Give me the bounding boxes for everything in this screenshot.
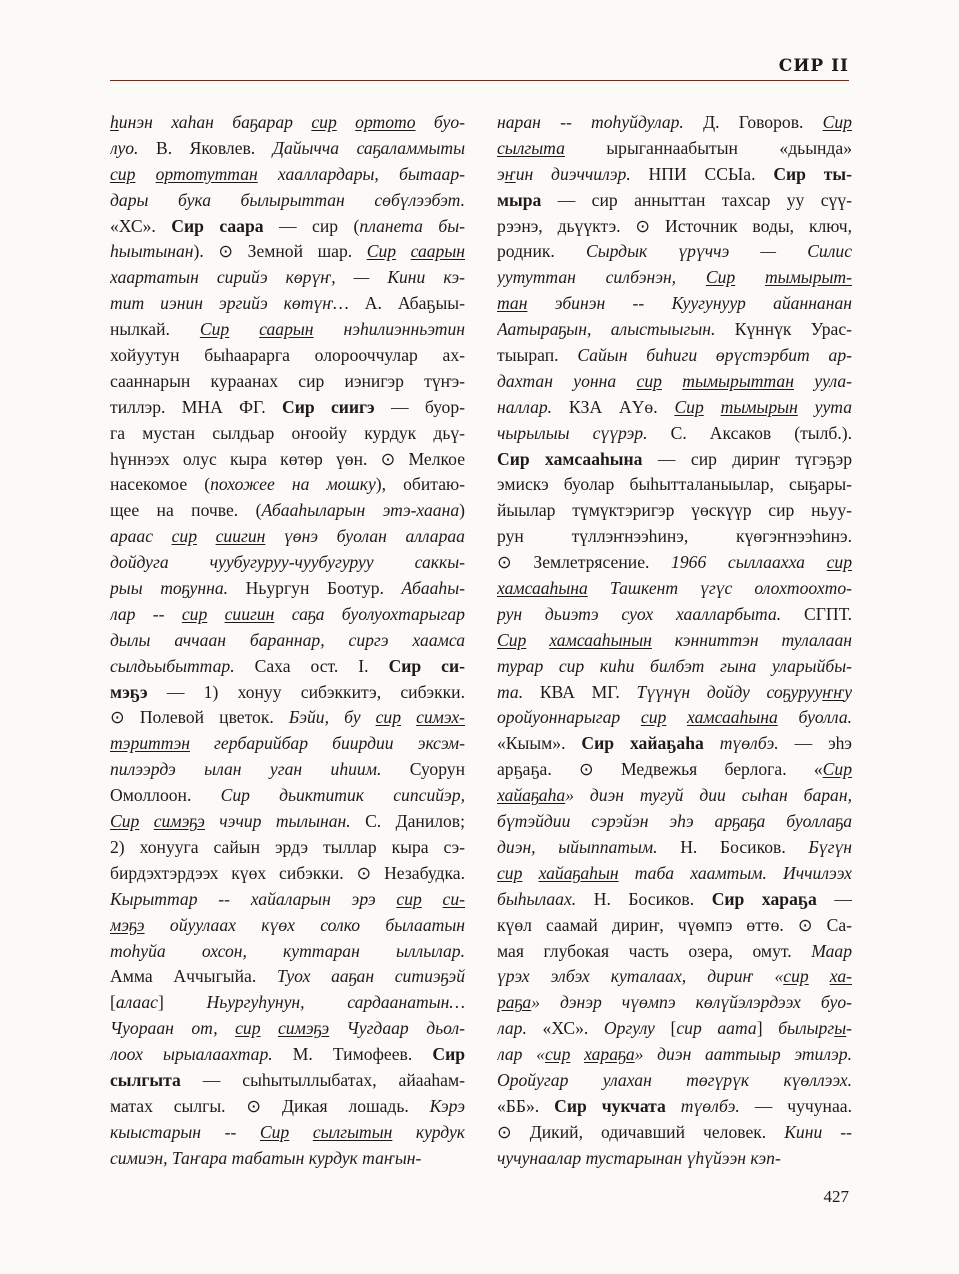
page-number: 427: [823, 1187, 849, 1206]
text-line: тыырап. Сайын биһиги өрүстэрбит ар-: [497, 345, 852, 366]
text-line: сылгыта — сыһытыллыбатах, айааһам-: [110, 1069, 465, 1090]
text-line: хаартатын сирийэ көрүҥ, — Кини кэ-: [110, 267, 465, 288]
text-line: һинэн хаһан баҕарар сир ортото буо-: [110, 112, 465, 132]
text-line: күөл саамай дириҥ, чүөмпэ өттө. ⊙ Са-: [497, 914, 852, 935]
text-line: тоһуйа охсон, куттаран ыллылар.: [110, 940, 465, 961]
text-line: тан эбинэн -- Куугунуур айаннанан: [497, 293, 852, 314]
text-line: мая глубокая часть озера, омут. Маар: [497, 940, 852, 961]
text-line: дахтан уонна сир тымырыттан уула-: [497, 370, 852, 391]
text-line: сир ортотуттан хааллардары, бытаар-: [110, 163, 465, 184]
text-line: хайаҕаһа» диэн тугуй дии сыһан баран,: [497, 785, 852, 806]
text-line: симиэн, Таҥара табатын курдук таҥын-: [110, 1147, 422, 1168]
text-line: ⊙ Землетрясение. 1966 сыллаахха сир: [497, 552, 852, 573]
text-line: сир хайаҕаһын таба хаамтым. Иччилээх: [497, 862, 852, 883]
text-line: мыра — сир анныттан тахсар уу сүү-: [497, 189, 852, 210]
left-column: [110, 110, 465, 1172]
text-line: рыы тоҕунна. Ньургун Боотур. Абааһы-: [110, 578, 465, 599]
text-line: диэн, ыйыппатым. Н. Босиков. Бүгүн: [497, 836, 852, 857]
text-line: оройуоннарыгар сир хамсааһына буолла.: [497, 707, 852, 728]
text-line: Аатыраҕын, алыстыыгын. Күннүк Урас-: [497, 319, 852, 340]
text-line: сылдьыбыттар. Саха ост. I. Сир си-: [110, 655, 465, 676]
text-line: тиллэр. МНА ФГ. Сир сиигэ — буор-: [110, 396, 465, 417]
text-line: Сир симэҕэ чэчир тылынан. С. Данилов;: [110, 811, 465, 832]
text-line: рун дьиэтэ суох хаалларбыта. СГПТ.: [497, 603, 852, 624]
text-line: Чуораан от, сир симэҕэ Чугдаар дьол-: [110, 1018, 465, 1039]
text-line: сылгыта ырыганнаабытын «дьында»: [497, 137, 852, 158]
text-line: «ББ». Сир чукчата түөлбэ. — чучунаа.: [497, 1095, 852, 1116]
text-line: та. КВА МГ. Түүнүн дойду соҕурууҥҥу: [497, 681, 852, 702]
text-line: чырылыы сүүрэр. С. Аксаков (тылб.).: [497, 422, 852, 443]
text-line: рээнэ, дьүүктэ. ⊙ Источник воды, ключ,: [497, 215, 852, 236]
text-line: чучунаалар тустарынан үһүйээн кэп-: [497, 1147, 781, 1168]
text-line: хойуутун быһаарарга олорооччулар ах-: [110, 345, 465, 366]
text-line: мэҕэ — 1) хонуу сибэккитэ, сибэкки.: [110, 681, 465, 702]
text-line: мэҕэ ойуулаах күөх солко былаатын: [110, 914, 465, 935]
text-line: матах сылгы. ⊙ Дикая лошадь. Кэрэ: [110, 1095, 465, 1116]
header-rule: [110, 80, 849, 81]
text-line: раҕа» дэнэр чүөмпэ көлүйэлэрдээх буо-: [497, 992, 852, 1013]
text-line: дылы аччаан бараннар, сиргэ хаамса: [110, 629, 465, 650]
text-line: наран -- тоһуйдулар. Д. Говоров. Сир: [497, 112, 852, 132]
text-line: эҥин диэччилэр. НПИ ССЫа. Сир ты-: [497, 163, 852, 184]
text-line: га мустан сылдьар оҥоойу курдук дьү-: [110, 422, 465, 443]
text-line: [алаас] Ньургуһунун, сардаанатын…: [110, 992, 465, 1013]
text-line: наллар. КЗА АҮө. Сир тымырын уута: [497, 396, 852, 417]
text-line: тэриттэн гербарийбар биирдии эксэм-: [110, 733, 465, 754]
text-line: Амма Аччыгыйа. Туох ааҕан ситиэҕэй: [110, 966, 465, 987]
text-line: луо. В. Яковлев. Дайычча саҕаламмыты: [110, 137, 465, 158]
text-line: дары бука былырыттан сөбүлээбэт.: [110, 189, 465, 210]
text-line: Кырыттар -- хайаларын эрэ сир си-: [110, 888, 465, 909]
text-line: родник. Сырдык үрүччэ — Силис: [497, 241, 852, 262]
text-line: һыытынан). ⊙ Земной шар. Сир саарын: [110, 241, 465, 262]
text-line: лар «сир хараҕа» диэн ааттыыр этилэр.: [497, 1044, 852, 1065]
text-line: лар -- сир сиигин саҕа буолуохтарыгар: [110, 603, 465, 624]
text-line: лар. «ХС». Оргулу [сир аата] былыргы-: [497, 1018, 852, 1039]
text-line: бүтэйдии сэрэйэн эһэ арҕаҕа буоллаҕа: [497, 811, 852, 832]
text-line: дойдуга чуубугуруу-чуубугуруу саккы-: [110, 552, 465, 573]
text-line: быһылаах. Н. Босиков. Сир хараҕа —: [497, 888, 852, 909]
text-line: «Кыым». Сир хайаҕаһа түөлбэ. — эһэ: [497, 733, 852, 754]
text-line: пилээрдэ ылан уган иһиим. Суорун: [110, 759, 465, 780]
text-line: кыыстарын -- Сир сылгытын курдук: [110, 1121, 465, 1142]
text-line: турар сир киһи билбэт гына уларыйбы-: [497, 655, 852, 676]
text-line: тит иэнин эргийэ көтүҥ… А. Абаҕыы-: [110, 293, 465, 314]
running-head: СИР II: [778, 56, 849, 76]
text-line: Омоллоон. Сир дьиктитик сипсийэр,: [110, 785, 465, 806]
text-line: насекомое (похожее на мошку), обитаю-: [110, 474, 465, 495]
text-line: эмискэ буолар быһытталаныылар, сыҕары-: [497, 474, 852, 495]
text-line: «ХС». Сир саара — сир (планета бы-: [110, 215, 465, 236]
text-line: арҕаҕа. ⊙ Медвежья берлога. «Сир: [497, 759, 852, 780]
text-line: ⊙ Дикий, одичавший человек. Кини --: [497, 1121, 852, 1142]
right-column: [497, 110, 852, 1172]
text-line: рун түллэҥнээһинэ, күөгэҥнээһинэ.: [497, 526, 852, 547]
text-line: уутуттан силбэнэн, Сир тымырыт-: [497, 267, 852, 288]
text-line: ⊙ Полевой цветок. Бэйи, бу сир симэх-: [110, 707, 465, 728]
text-line: Оройугар улахан төгүрүк күөллээх.: [497, 1069, 852, 1090]
text-line: йыылар түмүктэригэр үөскүүр сир ньуу-: [497, 500, 852, 521]
text-line: үрэх элбэх куталаах, дириҥ «сир ха-: [497, 966, 852, 987]
text-line: 2) хонууга сайын эрдэ тыллар кыра сэ-: [110, 836, 465, 857]
text-line: нылкай. Сир саарын нэһилиэнньэтин: [110, 319, 465, 340]
text-line: һүннээх олус кыра көтөр үөн. ⊙ Мелкое: [110, 448, 465, 469]
text-line: хамсааһына Ташкент үгүс олохтоохто-: [497, 578, 852, 599]
text-line: сааннарын кураанах сир иэнигэр түҥэ-: [110, 370, 465, 391]
text-line: араас сир сиигин үөнэ буолан аллараа: [110, 526, 465, 547]
text-line: щее на почве. (Абааһыларын этэ-хаана): [110, 500, 465, 521]
text-line: лоох ырыалаахтар. М. Тимофеев. Сир: [110, 1044, 465, 1065]
text-line: Сир хамсааһынын кэнниттэн тулалаан: [497, 629, 852, 650]
text-line: Сир хамсааһына — сир дириҥ түгэҕэр: [497, 448, 852, 469]
text-line: бирдэхтэрдээх күөх сибэкки. ⊙ Незабудка.: [110, 862, 465, 883]
